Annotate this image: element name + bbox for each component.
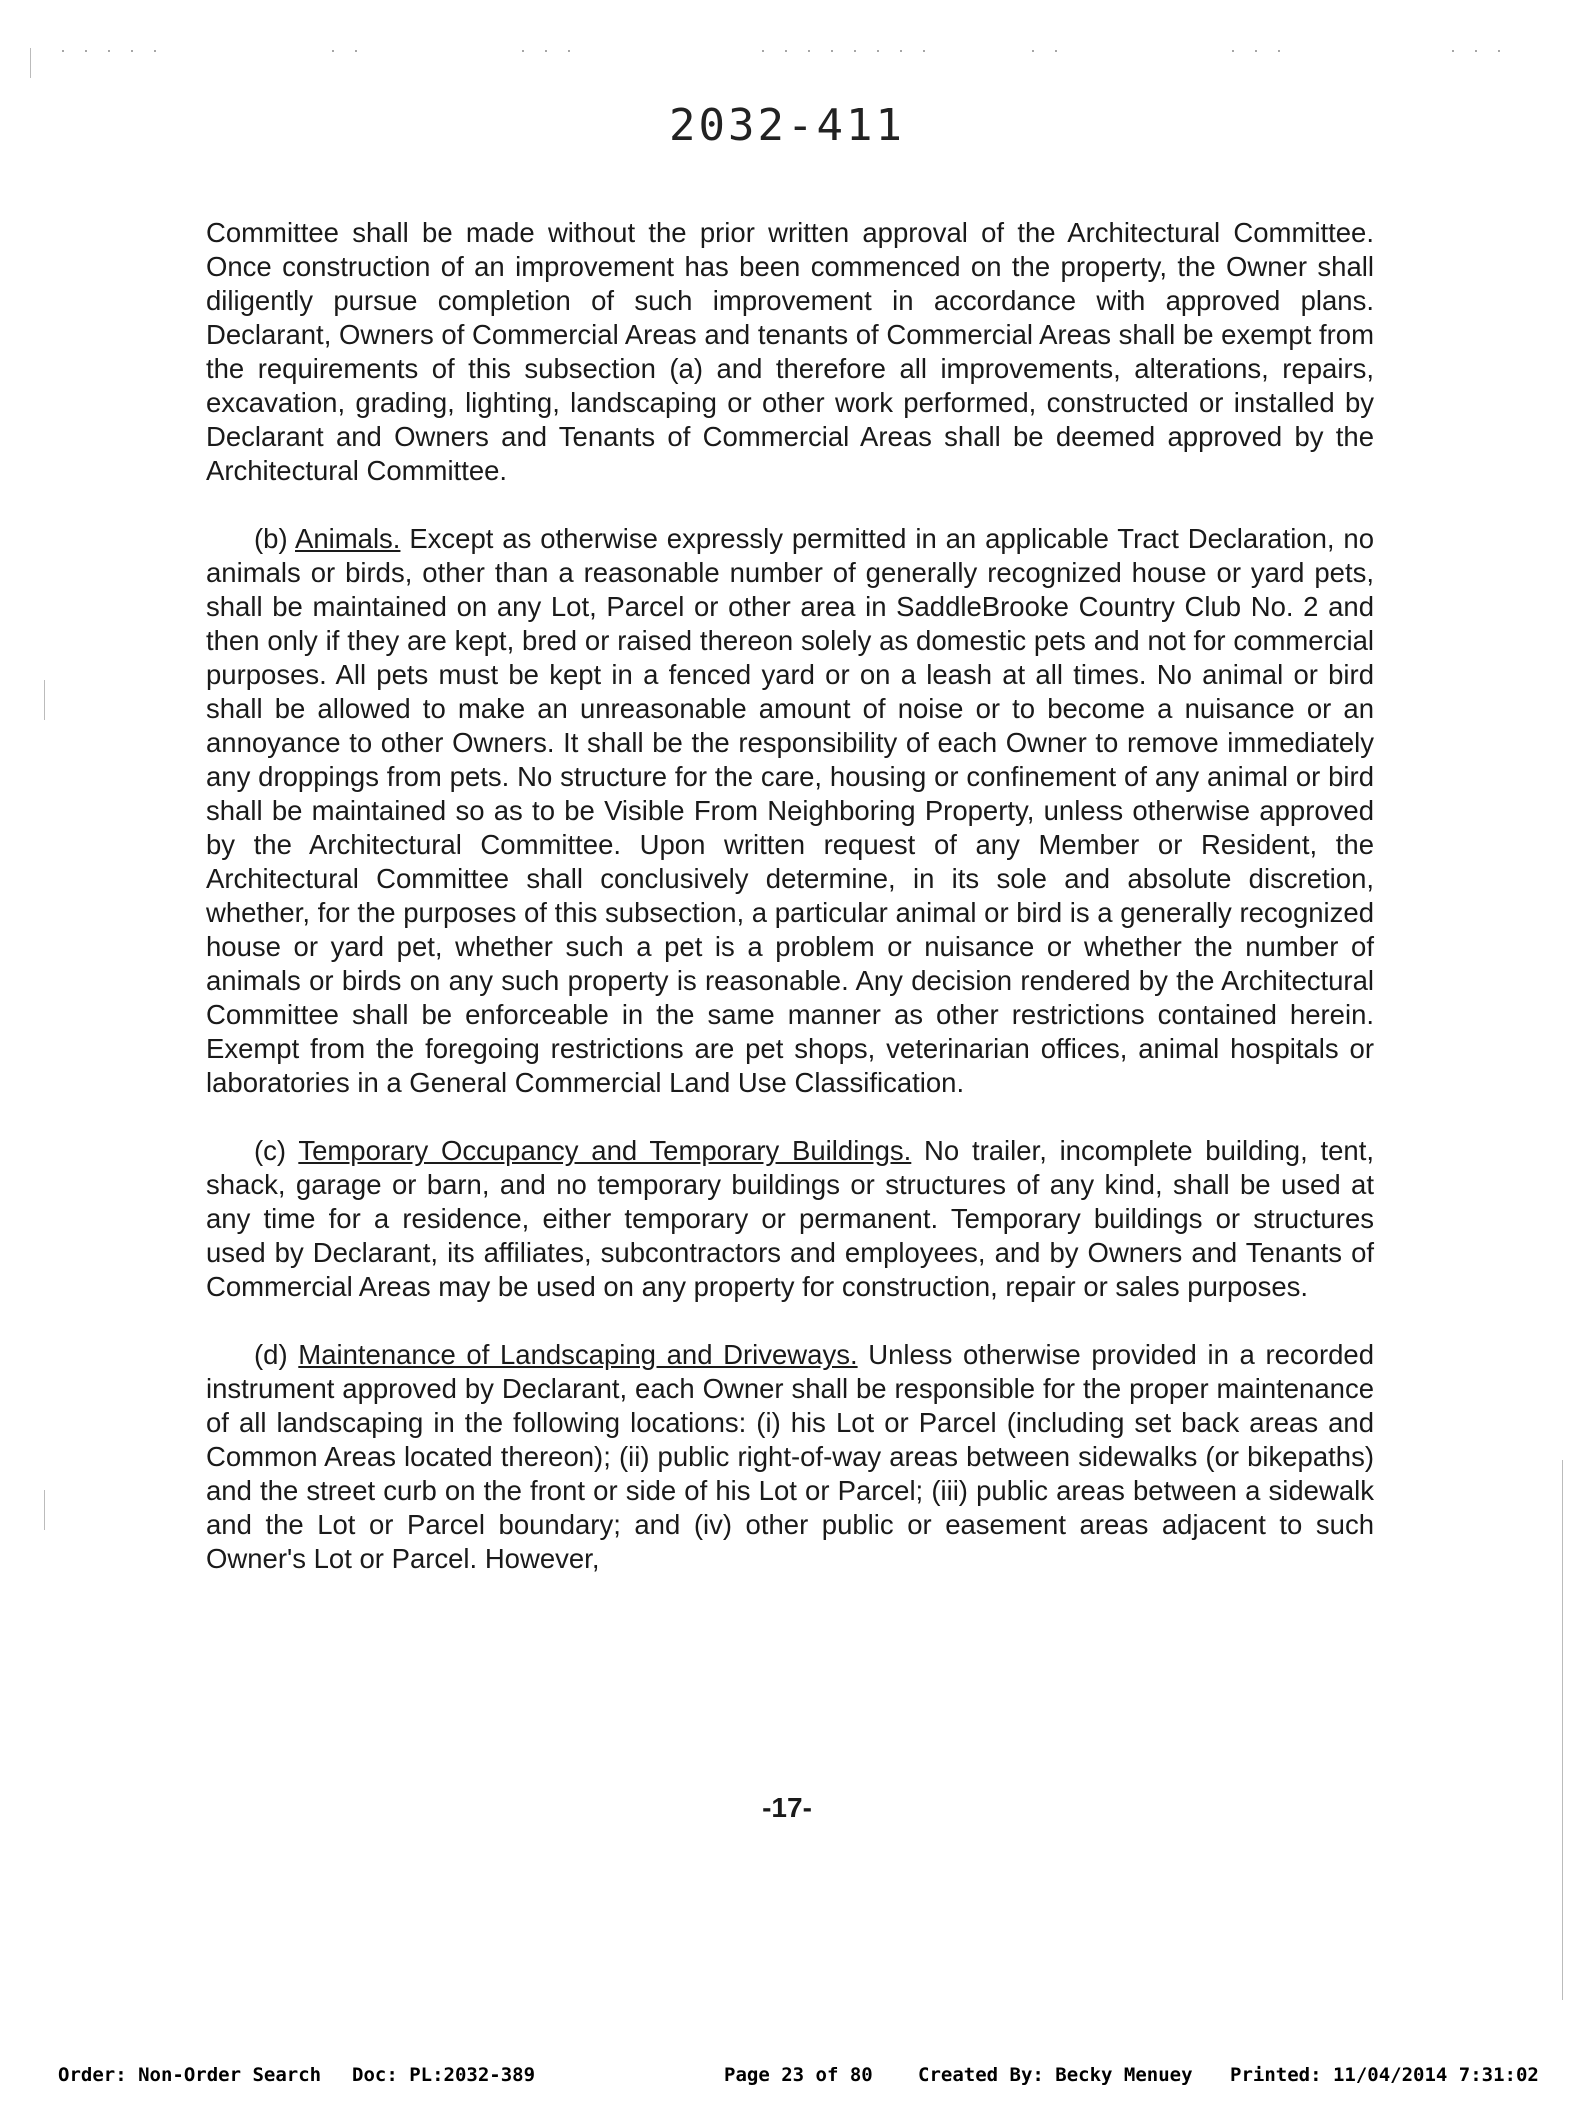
footer-order: Order: Non-Order Search xyxy=(58,2064,322,2086)
paragraph-c-text: No trailer, incomplete building, tent, shack, garage or barn, and no temporary buildings or structures of any kind, shall be used at any time for a residence, either temporary or permanent. Temporary buildings or structures used by Declarant, its affiliates, subcontractors and employees, and by Owners and Tenants of Commercial Areas may be used on any property for construction, repair or sales purposes. xyxy=(206,1135,1374,1302)
scan-artifact: · · · xyxy=(1230,40,1288,60)
scan-artifact: · · · xyxy=(520,40,578,60)
scan-artifact xyxy=(44,680,45,720)
paragraph-b xyxy=(206,522,1374,1100)
paragraph-d xyxy=(206,1338,1374,1576)
document-number: 2032-411 xyxy=(669,100,905,151)
paragraph-b-text: Except as otherwise expressly permitted in an applicable Tract Declaration, no animals or birds, other than a reasonable number of generally recognized house or yard pets, shall be maintained on any Lot, Parcel or other area in SaddleBrooke Country Club No. 2 and then only if they are kept, bred or raised thereon solely as domestic pets and not for commercial purposes. All pets must be kept in a fenced yard or on a leash at all times. No animal or bird shall be allowed to make an unreasonable amount of noise or to become a nuisance or an annoyance to other Owners. It shall be the responsibility of each Owner to remove immediately any droppings from pets. No structure for the care, housing or confinement of any animal or bird shall be maintained so as to be Visible From Neighboring Property, unless otherwise approved by the Architectural Committee. Upon written request of any Member or Resident, the Architectural Committee shall conclusively determine, in its sole and absolute discretion, whether, for the purposes of this subsection, a particular animal or bird is a generally recognized house or yard pet, whether such a pet is a problem or nuisance or whether the number of animals or birds on any such property is reasonable. Any decision rendered by the Architectural Committee shall be enforceable in the same manner as other restrictions contained herein. Exempt from the foregoing restrictions are pet shops, veterinarian offices, animal hospitals or laboratories in a General Commercial Land Use Classification. xyxy=(206,523,1375,1098)
footer-printed: Printed: 11/04/2014 7:31:02 xyxy=(1230,2064,1539,2086)
paragraph-d-text: Unless otherwise provided in a recorded instrument approved by Declarant, each Owner shall be responsible for the proper maintenance of all landscaping in the following locations: (i) his Lot or Parcel (including set back areas and Common Areas located thereon); (ii) public right-of-way areas between sidewalks (or bikepaths) and the street curb on the front or side of his Lot or Parcel; (iii) public areas between a sidewalk and the Lot or Parcel boundary; and (iv) other public or easement areas adjacent to such Owner's Lot or Parcel. However, xyxy=(206,1339,1374,1574)
paragraph-d-label: (d) xyxy=(254,1339,288,1370)
footer-created-by: Created By: Becky Menuey xyxy=(918,2064,1193,2086)
page-number: -17- xyxy=(762,1792,812,1823)
continuation-paragraph: Committee shall be made without the prior written approval of the Architectural Committee. Once construction of an improvement has been commenced on the property, the Owner shall diligently pursue completion of such improvement in accordance with approved plans. Declarant, Owners of Commercial Areas and tenants of Commercial Areas shall be exempt from the requirements of this subsection (a) and therefore all improvements, alterations, repairs, excavation, grading, lighting, landscaping or other work performed, constructed or installed by Declarant and Owners and Tenants of Commercial Areas shall be deemed approved by the Architectural Committee. xyxy=(206,217,1374,486)
scan-artifact: · · · xyxy=(1450,40,1508,60)
paragraph-b-heading: Animals. xyxy=(295,523,401,554)
scan-artifact: · · xyxy=(330,40,365,60)
footer-doc: Doc: PL:2032-389 xyxy=(352,2064,536,2086)
scan-artifact: · · xyxy=(1030,40,1065,60)
scan-artifact: · · · · · xyxy=(60,40,164,60)
footer-page: Page 23 of 80 xyxy=(724,2064,873,2086)
paragraph-c-heading: Temporary Occupancy and Temporary Buildings. xyxy=(298,1135,912,1166)
document-body xyxy=(206,216,1374,1610)
paragraph-d-heading: Maintenance of Landscaping and Driveways. xyxy=(298,1339,858,1370)
paragraph-b-label: (b) xyxy=(254,523,288,554)
scan-artifact xyxy=(1562,1460,1563,2000)
paragraph-c xyxy=(206,1134,1374,1304)
scan-artifact xyxy=(30,48,31,78)
scan-artifact: · · · · · · · · xyxy=(760,40,933,60)
scan-artifact xyxy=(44,1490,45,1530)
paragraph-c-label: (c) xyxy=(254,1135,287,1166)
